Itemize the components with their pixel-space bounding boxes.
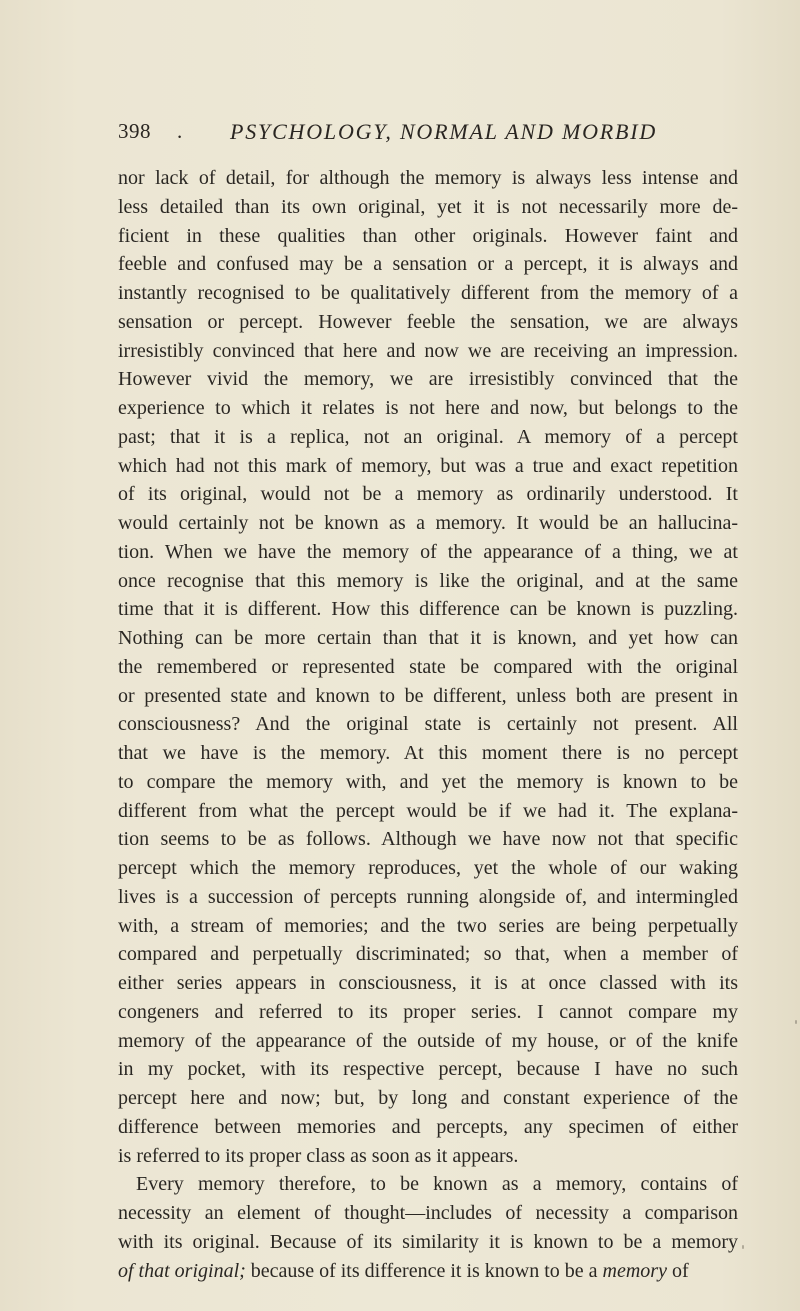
text-line: past; that it is a replica, not an original. A memory of a percept <box>118 425 738 448</box>
text-line: with its original. Because of its similarity it is known to be a memory <box>118 1230 738 1253</box>
paper-speck <box>795 1020 797 1024</box>
text-line: experience to which it relates is not here and now, but belongs to the <box>118 397 738 419</box>
text-line: is referred to its proper class as soon as it appears. <box>118 1144 519 1167</box>
text-line: ficient in these qualities than other originals. However faint and <box>118 224 738 247</box>
text-line: that we have is the memory. At this moment there is no percept <box>118 742 738 764</box>
text-line: tion. When we have the memory of the appearance of a thing, we at <box>118 540 738 563</box>
text-line: nor lack of detail, for although the memory is always less intense and <box>118 167 738 189</box>
text-line: feeble and confused may be a sensation or a percept, it is always and <box>118 253 738 276</box>
text-line: tion seems to be as follows. Although we have now not that specific <box>118 828 738 851</box>
text-line: of its original, would not be a memory as ordinarily understood. It <box>118 483 738 506</box>
text-line: percept which the memory reproduces, yet the whole of our waking <box>118 857 738 879</box>
text-line: difference between memories and percepts, any specimen of either <box>118 1115 738 1138</box>
italic-phrase: of that original; <box>118 1259 246 1282</box>
paper-speck <box>742 1245 744 1249</box>
text-line: once recognise that this memory is like the original, and at the same <box>118 569 738 592</box>
text-line: sensation or percept. However feeble the sensation, we are always <box>118 310 738 333</box>
page-number: 398 <box>118 119 151 143</box>
running-title: PSYCHOLOGY, NORMAL AND MORBID <box>230 119 658 144</box>
text-line: consciousness? And the original state is certainly not present. All <box>118 713 738 736</box>
text-line: in my pocket, with its respective percept, because I have no such <box>118 1058 738 1081</box>
text-line: However vivid the memory, we are irresistibly convinced that the <box>118 368 738 391</box>
paragraph-2 <box>118 1170 738 1256</box>
text-line: time that it is different. How this difference can be known is puzzling. <box>118 598 738 621</box>
paragraph-1 <box>118 164 738 1170</box>
text-line: would certainly not be known as a memory. It would be an hallucina- <box>118 512 738 534</box>
body-text <box>118 164 738 1285</box>
text-line: Every memory therefore, to be known as a memory, contains of <box>136 1173 738 1196</box>
text-line: irresistibly convinced that here and now we are receiving an impression. <box>118 339 738 362</box>
text-line: lives is a succession of percepts running alongside of, and intermingled <box>118 885 738 908</box>
text-line: percept here and now; but, by long and constant experience of the <box>118 1087 738 1109</box>
text-line: instantly recognised to be qualitatively different from the memory of a <box>118 282 738 304</box>
text-line: less detailed than its own original, yet it is not necessarily more de- <box>118 195 738 218</box>
text-line: or presented state and known to be different, unless both are present in <box>118 684 738 707</box>
text-line: congeners and referred to its proper series. I cannot compare my <box>118 1000 738 1023</box>
running-head <box>118 119 718 149</box>
text-line: Nothing can be more certain than that it is known, and yet how can <box>118 627 738 649</box>
header-separator: . <box>177 119 183 143</box>
text-line: either series appears in consciousness, it is at once classed with its <box>118 972 738 994</box>
text-line-final <box>118 1257 738 1286</box>
text-line: the remembered or represented state be compared with the original <box>118 655 738 678</box>
text-line: to compare the memory with, and yet the memory is known to be <box>118 770 738 793</box>
text-line: different from what the percept would be if we had it. The explana- <box>118 799 738 822</box>
text-line: with, a stream of memories; and the two series are being perpetually <box>118 914 738 937</box>
final-line-end: of <box>666 1259 689 1282</box>
text-line: compared and perpetually discriminated; so that, when a member of <box>118 943 738 966</box>
text-line: memory of the appearance of the outside of my house, or of the knife <box>118 1029 738 1052</box>
text-line: necessity an element of thought—includes of necessity a comparison <box>118 1202 738 1224</box>
italic-word: memory <box>602 1259 667 1282</box>
text-line: which had not this mark of memory, but was a true and exact repetition <box>118 454 738 477</box>
final-line-middle: because of its difference it is known to be a <box>245 1259 603 1282</box>
